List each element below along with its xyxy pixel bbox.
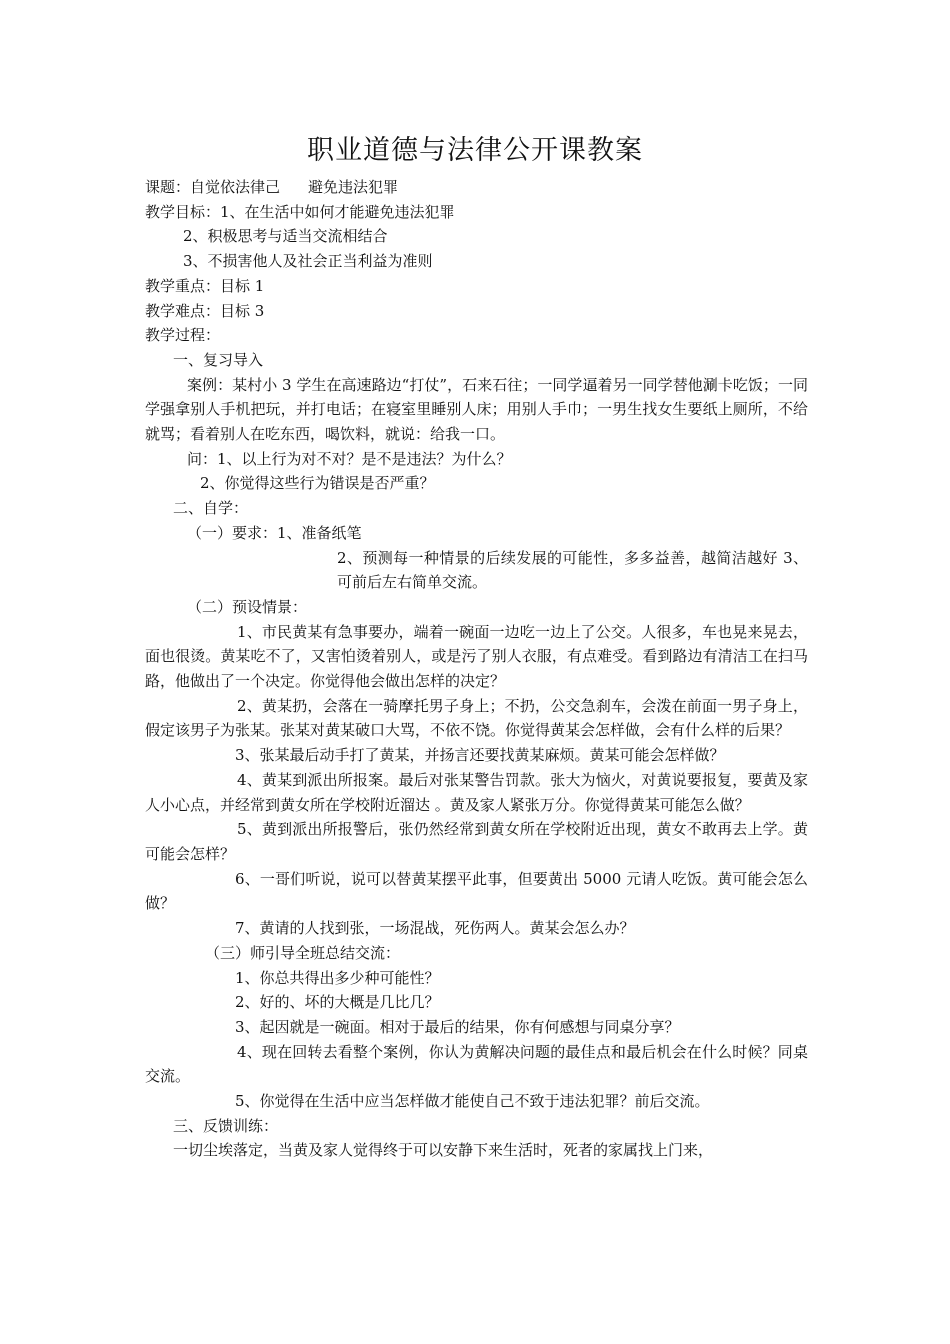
key-point: 教学重点：目标 1: [145, 276, 265, 295]
section2-heading: 二、自学：: [173, 499, 249, 518]
summary-5: 5、你觉得在生活中应当怎样做才能使自己不致于违法犯罪？前后交流。: [235, 1092, 710, 1111]
process-label: 教学过程：: [145, 326, 221, 345]
scenario-1: 1、市民黄某有急事要办，端着一碗面一边吃一边上了公交。人很多，车也晃来晃去，面也很烫。黄某吃不了，又害怕烫着别人，或是污了别人衣服，有点难受。看到路边有清洁工在扫马路，他做出了一个决定。你觉得他会做出怎样的决定？: [145, 622, 808, 691]
section3-heading: 三、反馈训练：: [173, 1116, 279, 1135]
scenario-4: 4、黄某到派出所报案。最后对张某警告罚款。张大为恼火，对黄说要报复，要黄及家人小心点，并经常到黄女所在学校附近溜达 。黄及家人紧张万分。你觉得黄某可能怎么做？: [145, 770, 808, 814]
difficulty: 教学难点：目标 3: [145, 301, 265, 320]
scenario-7: 7、黄请的人找到张，一场混战，死伤两人。黄某会怎么办？: [235, 919, 635, 938]
question-2: 2、你觉得这些行为错误是否严重？: [200, 474, 435, 493]
goal-3: 3、不损害他人及社会正当利益为准则: [183, 252, 433, 271]
feedback-paragraph: 一切尘埃落定，当黄及家人觉得终于可以安静下来生活时，死者的家属找上门来，: [173, 1141, 714, 1160]
preset-heading: （二）预设情景：: [187, 597, 308, 616]
requirement-more: 2、预测每一种情景的后续发展的可能性，多多益善，越简洁越好 3、可前后左右简单交流。: [337, 548, 808, 592]
summary-3: 3、起因就是一碗面。相对于最后的结果，你有何感想与同桌分享？: [235, 1017, 680, 1036]
scenario-5: 5、黄到派出所报警后，张仍然经常到黄女所在学校附近出现，黄女不敢再去上学。黄可能会怎样？: [145, 820, 808, 863]
scenario-2: 2、黄某扔，会落在一骑摩托男子身上；不扔，公交急刹车，会泼在前面一男子身上，假定该男子为张某。张某对黄某破口大骂，不依不饶。你觉得黄某会怎样做，会有什么样的后果？: [145, 696, 808, 740]
section1-heading: 一、复习导入: [173, 350, 264, 369]
topic-label: 课题：自觉依法律己: [145, 178, 281, 196]
topic-subtitle: 避免违法犯罪: [308, 178, 399, 196]
requirement-line: （一）要求：1、准备纸笔: [187, 523, 362, 542]
scenario-3: 3、张某最后动手打了黄某，并扬言还要找黄某麻烦。黄某可能会怎样做？: [235, 746, 725, 765]
goal-2: 2、积极思考与适当交流相结合: [183, 227, 388, 246]
question-1: 问：1、以上行为对不对？是不是违法？为什么？: [187, 449, 512, 468]
document-body: [145, 175, 808, 1163]
summary-heading: （三）师引导全班总结交流：: [205, 943, 401, 962]
scenario-6: 6、一哥们听说，说可以替黄某摆平此事，但要黄出 5000 元请人吃饭。黄可能会怎么做？: [145, 869, 808, 913]
summary-1: 1、你总共得出多少种可能性？: [235, 968, 440, 987]
goal-1: 教学目标：1、在生活中如何才能避免违法犯罪: [145, 202, 455, 221]
topic-line: [145, 175, 808, 200]
case-paragraph: 案例：某村小 3 学生在高速路边“打仗”，石来石往；一同学逼着另一同学替他涮卡吃饭；一同学强拿别人手机把玩，并打电话；在寝室里睡别人床；用别人手巾；一男生找女生要纸上厕所，不给就骂；看着别人在吃东西，喝饮料，就说：给我一口。: [145, 375, 808, 444]
summary-2: 2、好的、坏的大概是几比几？: [235, 993, 440, 1012]
summary-4: 4、现在回转去看整个案例，你认为黄解决问题的最佳点和最后机会在什么时候？同桌交流。: [145, 1042, 808, 1086]
document-title: 职业道德与法律公开课教案: [307, 135, 643, 166]
